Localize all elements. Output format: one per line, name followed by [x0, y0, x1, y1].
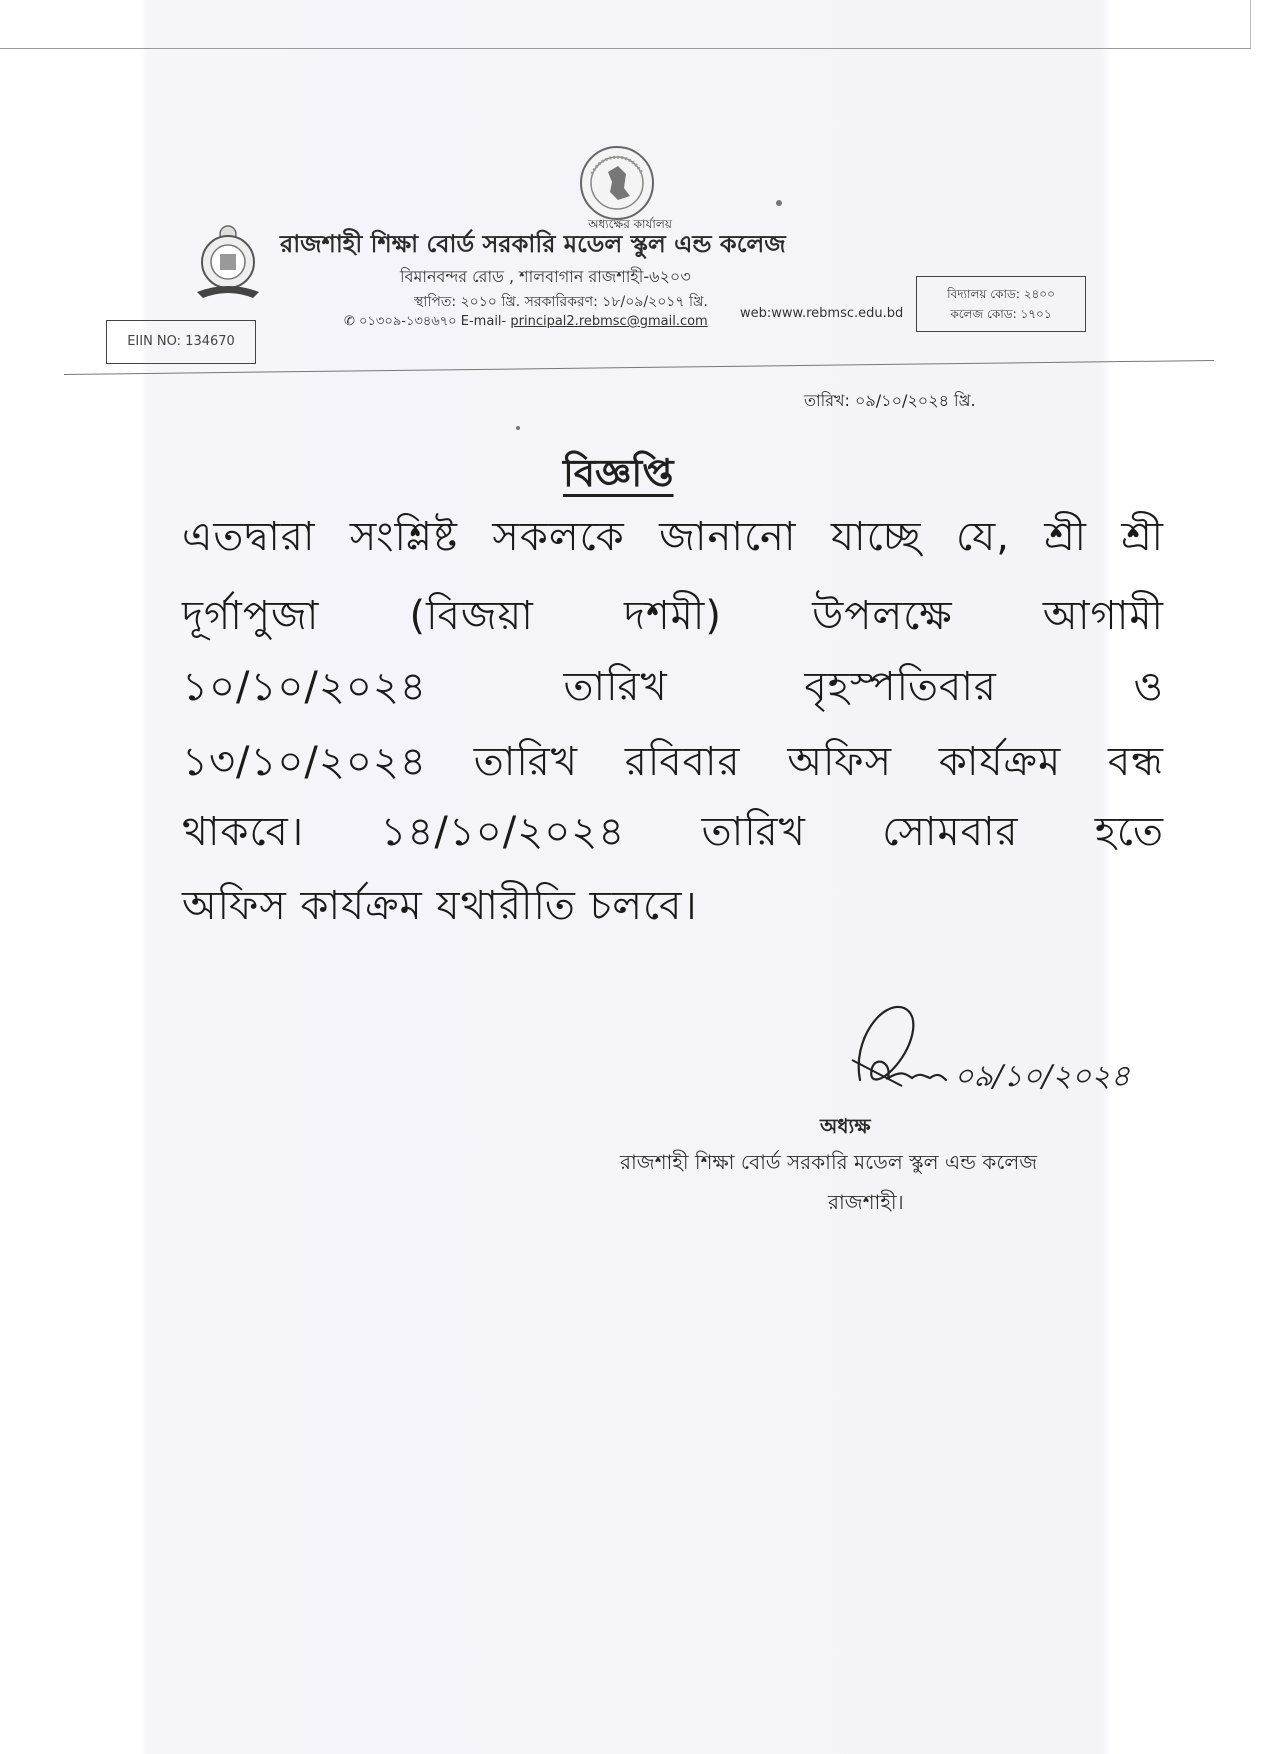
notice-date: তারিখ: ০৯/১০/২০২৪ খ্রি. — [804, 391, 976, 410]
institution-code-box — [916, 276, 1086, 332]
svg-text:০৯/১০/২০২৪: ০৯/১০/২০২৪ — [954, 1059, 1131, 1094]
notice-body-line-1: এতদ্বারা সংশ্লিষ্ট সকলকে জানানো যাচ্ছে যে, শ্রী শ্রী — [182, 514, 1164, 560]
principal-signature — [842, 1000, 1131, 1110]
email-label: E-mail- — [460, 314, 507, 329]
office-label: অধ্যক্ষের কার্যালয় — [588, 217, 672, 231]
notice-body-line-5: থাকবে। ১৪/১০/২০২৪ তারিখ সোমবার হতে — [182, 809, 1164, 855]
scan-speck — [516, 426, 520, 430]
notice-body-line-4: ১৩/১০/২০২৪ তারিখ রবিবার অফিস কার্যক্রম বন্ধ — [182, 739, 1164, 785]
government-seal-icon — [578, 144, 656, 222]
scan-speck — [776, 200, 782, 206]
signatory-city: রাজশাহী। — [828, 1190, 904, 1214]
school-address: বিমানবন্দর রোড , শালবাগান রাজশাহী-৬২০৩ — [400, 267, 691, 286]
scan-edge — [0, 0, 1251, 49]
notice-body-line-6: অফিস কার্যক্রম যথারীতি চলবে। — [182, 883, 698, 929]
website-link[interactable]: web:www.rebmsc.edu.bd — [740, 306, 904, 321]
school-name: রাজশাহী শিক্ষা বোর্ড সরকারি মডেল স্কুল এন্ড কলেজ — [280, 230, 786, 258]
school-code: বিদ্যালয় কোড: ২৪০০ — [947, 287, 1055, 301]
notice-body-line-2: দূর্গাপুজা (বিজয়া দশমী) উপলক্ষে আগামী — [182, 593, 1164, 639]
college-code: কলেজ কোড: ১৭০১ — [950, 307, 1052, 321]
contact-line — [344, 312, 708, 333]
signatory-organization: রাজশাহী শিক্ষা বোর্ড সরকারি মডেল স্কুল এন্ড কলেজ — [620, 1150, 1038, 1174]
phone-number: ✆ ০১৩০৯-১৩৪৬৭০ — [344, 314, 457, 329]
eiin-box: EIIN NO: 134670 — [106, 320, 256, 364]
school-logo-icon — [193, 222, 263, 302]
notice-body-line-3: ১০/১০/২০২৪ তারিখ বৃহস্পতিবার ও — [182, 664, 1164, 710]
email-link[interactable]: principal2.rebmsc@gmail.com — [510, 314, 708, 329]
notice-heading: বিজ্ঞপ্তি — [563, 451, 674, 495]
established-info: স্থাপিত: ২০১০ খ্রি. সরকারিকরণ: ১৮/০৯/২০১৭ খ্রি. — [414, 294, 708, 310]
signatory-title: অধ্যক্ষ — [820, 1114, 871, 1138]
